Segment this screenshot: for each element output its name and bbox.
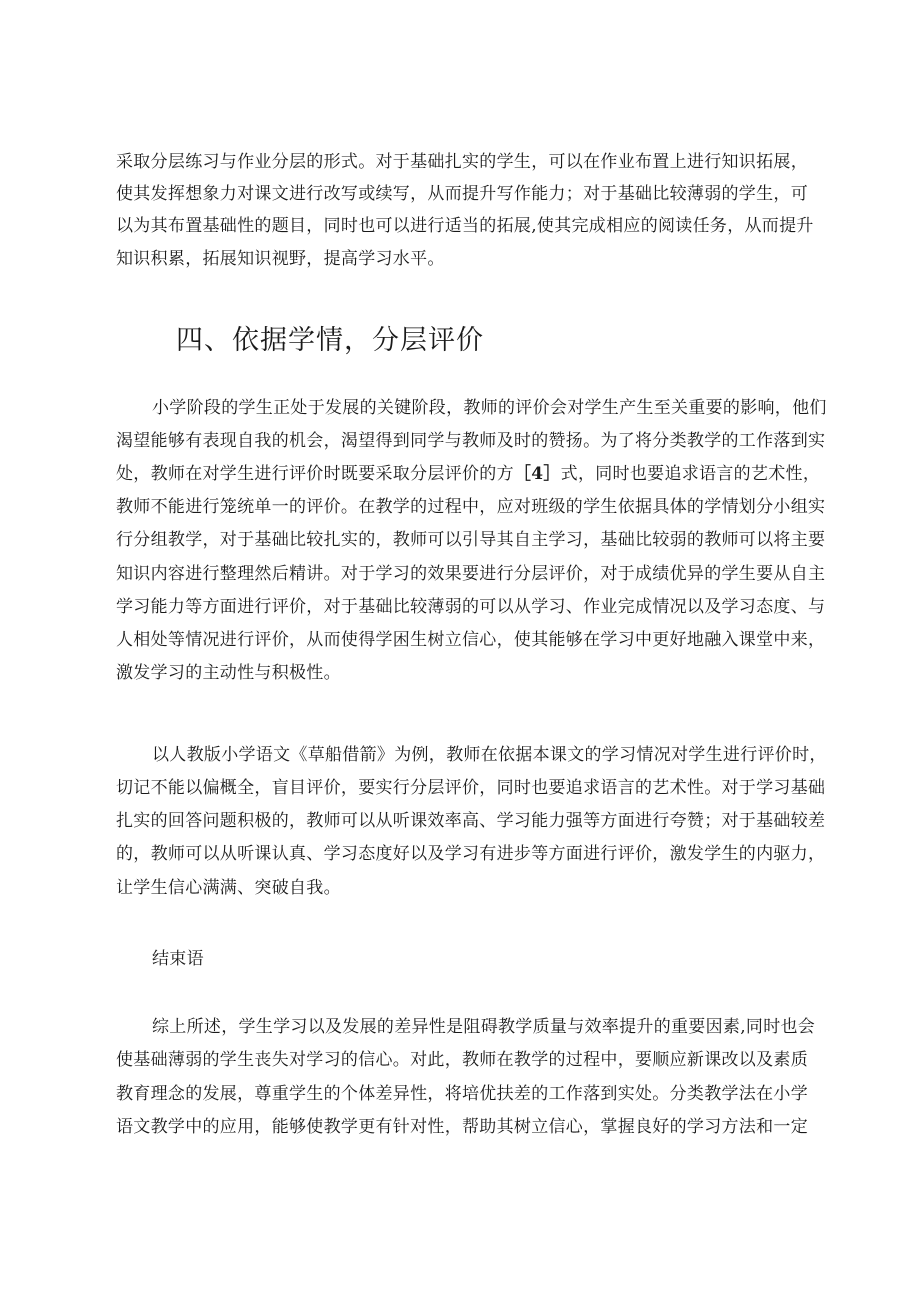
paragraph-2-line-8: 人相处等情况进行评价，从而使得学困生树立信心，使其能够在学习中更好地融入课堂中来，: [116, 630, 826, 650]
paragraph-4-line-4: 语文教学中的应用，能够使教学更有针对性，帮助其树立信心，掌握良好的学习方法和一定: [116, 1117, 808, 1137]
conclusion-heading: 结束语: [152, 949, 204, 969]
paragraph-3-line-1: 以人教版小学语文《草船借箭》为例，教师在依据本课文的学习情况对学生进行评价时，: [152, 745, 827, 765]
paragraph-4-line-2: 使基础薄弱的学生丧失对学习的信心。对此，教师在教学的过程中，要顺应新课改以及素质: [116, 1050, 808, 1070]
paragraph-2-line-3-text-b: 式，同时也要追求语言的艺术性，: [560, 464, 821, 484]
paragraph-2-line-4: 教师不能进行笼统单一的评价。在教学的过程中，应对班级的学生依据具体的学情划分小组实: [116, 497, 826, 517]
paragraph-2-line-7: 学习能力等方面进行评价，对于基础比较薄弱的可以从学习、作业完成情况以及学习态度、与: [116, 597, 826, 617]
paragraph-2-line-9: 激发学习的主动性与积极性。: [116, 663, 341, 683]
paragraph-4-line-1: 综上所述，学生学习以及发展的差异性是阻碍教学质量与效率提升的重要因素,同时也会: [152, 1017, 816, 1037]
paragraph-3-line-3: 扎实的回答问题积极的，教师可以从听课效率高、学习能力强等方面进行夸赞；对于基础较差: [116, 811, 826, 831]
paragraph-1-line-1: 采取分层练习与作业分层的形式。对于基础扎实的学生，可以在作业布置上进行知识拓展，: [116, 152, 808, 172]
paragraph-3-line-5: 让学生信心满满、突破自我。: [116, 878, 341, 898]
paragraph-3-line-2: 切记不能以偏概全，盲目评价，要实行分层评价，同时也要追求语言的艺术性。对于学习基础: [116, 778, 826, 798]
citation-reference: ［4］: [513, 464, 561, 484]
paragraph-1-line-2: 使其发挥想象力对课文进行改写或续写，从而提升写作能力；对于基础比较薄弱的学生，可: [116, 184, 808, 204]
paragraph-2-line-3: [116, 463, 820, 485]
paragraph-4-line-3: 教育理念的发展，尊重学生的个体差异性，将培优扶差的工作落到实处。分类教学法在小学: [116, 1084, 808, 1104]
paragraph-1-line-3: 以为其布置基础性的题目，同时也可以进行适当的拓展,使其完成相应的阅读任务，从而提升: [116, 216, 814, 236]
paragraph-3-line-4: 的，教师可以从听课认真、学习态度好以及学习有进步等方面进行评价，激发学生的内驱力，: [116, 844, 826, 864]
paragraph-2-line-3-text-a: 处，教师在对学生进行评价时既要采取分层评价的方: [116, 464, 514, 484]
paragraph-2-line-5: 行分组教学，对于基础比较扎实的，教师可以引导其自主学习，基础比较弱的教师可以将主要: [116, 530, 826, 550]
paragraph-2-line-6: 知识内容进行整理然后精讲。对于学习的效果要进行分层评价，对于成绩优异的学生要从自主: [116, 564, 826, 584]
paragraph-2-line-2: 渴望能够有表现自我的机会，渴望得到同学与教师及时的赞扬。为了将分类教学的工作落到实: [116, 431, 826, 451]
paragraph-2-line-1: 小学阶段的学生正处于发展的关键阶段，教师的评价会对学生产生至关重要的影响，他们: [152, 398, 827, 418]
paragraph-1-line-4: 知识积累，拓展知识视野，提高学习水平。: [116, 249, 445, 269]
section-heading: 四、依据学情，分层评价: [176, 325, 484, 356]
